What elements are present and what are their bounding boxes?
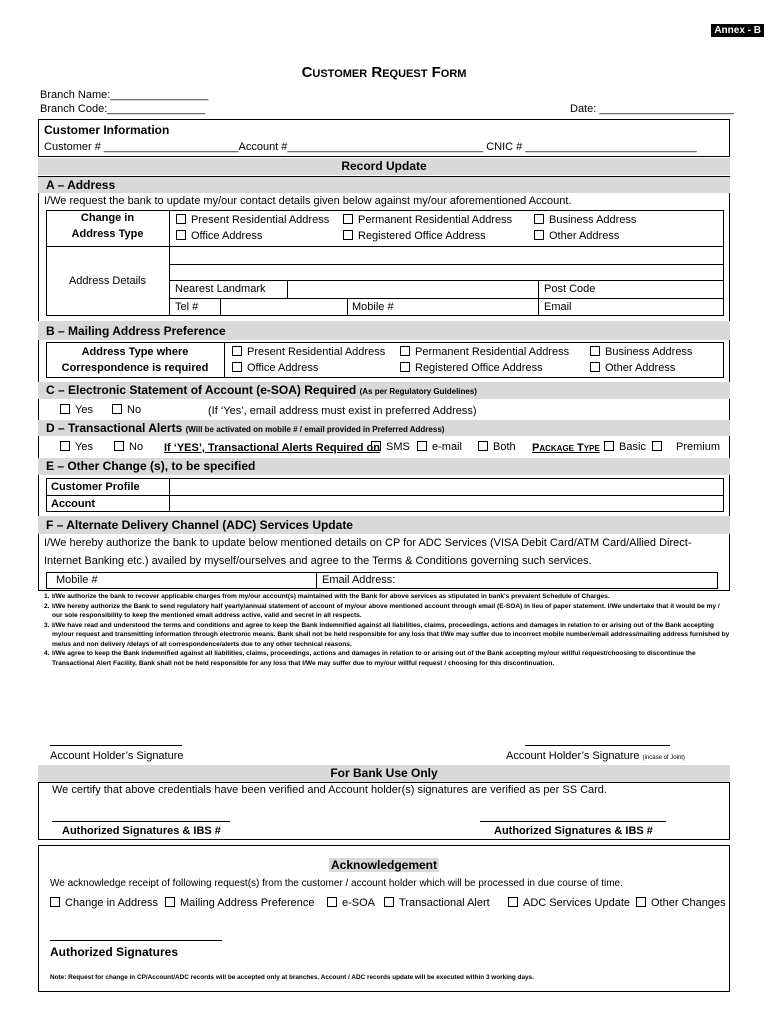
checkbox-icon [534, 214, 544, 224]
alerts-if-yes-label: If ‘YES’, Transactional Alerts Required on [164, 442, 380, 454]
esoa-hint: (If ‘Yes’, email address must exist in preferred Address) [208, 405, 477, 417]
option-label: Permanent Residential Address [415, 346, 570, 358]
term-item: 1. I/We authorize the bank to recover applicable charges from my/our account(s) maintained with the Bank for above services as stipulated in bank's prevalent Schedule of Charges. [44, 593, 610, 600]
ack-transactional-alert[interactable] [384, 897, 490, 909]
joint-note: (incase of Joint) [642, 755, 685, 761]
checkbox-icon [176, 230, 186, 240]
joint-signature-line[interactable] [525, 745, 670, 746]
section-c-heading [46, 383, 477, 397]
option-label: No [129, 441, 144, 453]
acknowledgement-heading [0, 858, 768, 872]
bank-auth-line-1[interactable] [52, 821, 230, 822]
record-update-heading: Record Update [341, 159, 427, 173]
section-a-intro: I/We request the bank to update my/our contact details given below against my/our aforementioned Account. [44, 195, 572, 207]
option-label: Both [493, 441, 516, 453]
checkbox-icon [60, 441, 70, 451]
ack-other-changes[interactable] [636, 897, 726, 909]
tel-rule [169, 298, 724, 299]
option-label: Other Address [605, 362, 676, 374]
section-e-heading: E – Other Change (s), to be specified [46, 459, 256, 473]
term-item: 3. I/We have read and understood the terms and conditions and agree to keep the Bank indemnified against all liabilities, claims, proceedings, actions and damages in relation to or arising out of the Bank accepting my/our request and transmitting information through electronic means. Bank shall not be held responsible for any loss that I/We may suffer due to incorrect mobile number/email address/mailing address furnished by me/us and non delivery /delays of all correspondence/alerts due to any other technical reasons. [44, 621, 730, 648]
acknowledgement-title: Acknowledgement [330, 858, 438, 872]
section-b-heading: B – Mailing Address Preference [46, 324, 226, 338]
checkbox-icon [343, 230, 353, 240]
address-table-divider [169, 210, 170, 316]
option-label: Mailing Address Preference [180, 897, 315, 909]
annex-label: Annex - B [711, 24, 764, 37]
holder-signature-line[interactable] [50, 745, 182, 746]
change-address-label-1: Change in [80, 212, 135, 224]
checkbox-icon [400, 362, 410, 372]
option-label: Present Residential Address [247, 346, 386, 358]
checkbox-icon [343, 214, 353, 224]
section-c-title: C – Electronic Statement of Account (e-SOA) Required [46, 383, 357, 397]
option-label: Yes [75, 441, 93, 453]
package-premium-label[interactable]: Premium [676, 441, 721, 453]
checkbox-icon [327, 897, 337, 907]
holder-signature-label: Account Holder’s Signature [50, 750, 184, 762]
ack-change-address[interactable] [50, 897, 158, 909]
ack-signature-line[interactable] [50, 940, 222, 941]
checkbox-icon [112, 404, 122, 414]
checkbox-office-address[interactable] [176, 230, 262, 242]
email-label: Email [544, 301, 572, 313]
section-f-intro-1: I/We hereby authorize the bank to update below mentioned details on CP for ADC Services (VISA Debit Card/ATM Card/Allied Direct- [44, 537, 692, 549]
option-label: Registered Office Address [415, 362, 543, 374]
branch-code-field[interactable]: Branch Code:________________ [40, 103, 206, 115]
term-item: 4. I/We agree to keep the Bank indemnified against all liabilities, claims, proceedings, actions and damages in relation to or arising out of the Bank accepting my/our willful request/choosing to discontinue the Transactional Alert Facility. Bank shall not be held responsible for any loss that I/We may suffer due to my/our willful request / choosing for this discontinuation. [44, 650, 696, 667]
bank-auth-label-2: Authorized Signatures & IBS # [494, 825, 653, 837]
option-label: e-SOA [342, 897, 376, 909]
checkbox-icon [176, 214, 186, 224]
address-table-rule [46, 246, 724, 247]
esoa-no-checkbox[interactable] [112, 404, 141, 416]
option-label: SMS [386, 441, 410, 453]
checkbox-icon [400, 346, 410, 356]
checkbox-icon [417, 441, 427, 451]
joint-signature-label [506, 750, 685, 762]
checkbox-business-address[interactable] [534, 214, 636, 226]
mailing-other-address[interactable] [590, 362, 675, 374]
checkbox-icon [590, 362, 600, 372]
page-title: Customer Request Form [301, 64, 467, 81]
checkbox-icon [50, 897, 60, 907]
checkbox-icon [534, 230, 544, 240]
mailing-label-1: Address Type where [81, 346, 189, 358]
checkbox-icon [636, 897, 646, 907]
checkbox-icon [165, 897, 175, 907]
bank-auth-line-2[interactable] [480, 821, 666, 822]
checkbox-icon [590, 346, 600, 356]
ack-esoa[interactable] [327, 897, 375, 909]
landmark-divider [287, 280, 288, 298]
option-label: Office Address [247, 362, 319, 374]
checkbox-icon [384, 897, 394, 907]
adc-divider [316, 572, 317, 589]
alerts-no-checkbox[interactable] [114, 441, 143, 453]
section-d-heading [46, 421, 444, 435]
mobile-divider [347, 298, 348, 316]
term-text: I/We authorize the bank to recover applicable charges from my/our account(s) maintained with the Bank for above services as stipulated in bank's prevalent Schedule of Charges. [52, 593, 610, 600]
adc-email-label: Email Address: [322, 574, 396, 586]
customer-info-heading: Customer Information [44, 123, 170, 137]
date-field[interactable]: Date: ______________________ [570, 103, 734, 115]
checkbox-icon [371, 441, 381, 451]
ack-adc-services[interactable] [508, 897, 630, 909]
option-label: Transactional Alert [399, 897, 490, 909]
bank-certify-text: We certify that above credentials have been verified and Account holder(s) signatures are verified as per SS Card. [52, 784, 607, 796]
checkbox-icon [508, 897, 518, 907]
checkbox-icon [604, 441, 614, 451]
term-text: I/We agree to keep the Bank indemnified against all liabilities, claims, proceedings, actions and damages in relation to or arising out of the Bank accepting my/our willful request/choosing to discontinue the Transactional Alert Facility. Bank shall not be held responsible for any loss that I/We may suffer due to my/our willful request / choosing for this discontinuation. [52, 650, 696, 667]
term-text: I/We hereby authorize the Bank to send regulatory half yearly/annual statement of account of my/our above mentioned account through email (E-SOA) in lieu of paper statement. I/We undertake that it would be my / our sole responsibility to keep the mentioned email address active, valid and secret in all respects. [52, 602, 720, 619]
section-d-note: (Will be activated on mobile # / email provided in Preferred Address) [185, 425, 445, 434]
bank-auth-label-1: Authorized Signatures & IBS # [62, 825, 221, 837]
address-details-label: Address Details [68, 275, 147, 287]
ack-mailing-pref[interactable] [165, 897, 315, 909]
checkbox-icon [652, 441, 662, 451]
section-d-title: D – Transactional Alerts [46, 421, 183, 435]
option-label: Office Address [191, 230, 263, 242]
checkbox-other-address[interactable] [534, 230, 619, 242]
mailing-office-address[interactable] [232, 362, 318, 374]
customer-profile-label: Customer Profile [51, 481, 140, 493]
option-label: ADC Services Update [523, 897, 630, 909]
mailing-registered-office[interactable] [400, 362, 543, 374]
term-text: I/We have read and understood the terms and conditions and agree to keep the Bank indemnified against all liabilities, claims, proceedings, actions and damages in relation to or arising out of the Bank accepting my/our request and transmitting information through electronic means. Bank shall not be held responsible for any loss that I/We may suffer due to incorrect mobile number/email address/mailing address furnished by me/us and non delivery /delays of all correspondence/alerts due to any other technical reasons. [52, 621, 730, 648]
ack-note: Note: Request for change in CP/Account/ADC records will be accepted only at branches. Account / ADC records update will be executed within 3 working days. [50, 974, 534, 981]
post-code-label: Post Code [544, 283, 596, 295]
alerts-email-checkbox[interactable] [417, 441, 462, 453]
nearest-landmark-label: Nearest Landmark [175, 283, 266, 295]
option-label: No [127, 404, 142, 416]
option-label: Business Address [549, 214, 637, 226]
option-label: Present Residential Address [191, 214, 330, 226]
account-label: Account [51, 498, 95, 510]
mailing-pref-divider [224, 342, 225, 378]
mailing-permanent-residential[interactable] [400, 346, 569, 358]
joint-signature-text: Account Holder’s Signature [506, 750, 640, 762]
option-label: Other Address [549, 230, 620, 242]
section-a-heading: A – Address [46, 178, 116, 192]
mailing-business-address[interactable] [590, 346, 692, 358]
option-label: Basic [619, 441, 646, 453]
checkbox-icon [478, 441, 488, 451]
checkbox-registered-office[interactable] [343, 230, 486, 242]
option-label: Yes [75, 404, 93, 416]
option-label: Business Address [605, 346, 693, 358]
checkbox-icon [232, 346, 242, 356]
option-label: Permanent Residential Address [358, 214, 513, 226]
alerts-sms-checkbox[interactable] [371, 441, 410, 453]
option-label: Other Changes [651, 897, 726, 909]
term-item: 2. I/We hereby authorize the Bank to send regulatory half yearly/annual statement of account of my/our above mentioned account through email (E-SOA) in lieu of paper statement. I/We undertake that it would be my / our sole responsibility to keep the mentioned email address active, valid and secret in all respects. [44, 602, 720, 619]
package-basic-checkbox[interactable] [604, 441, 667, 453]
address-line-rule [169, 264, 724, 265]
section-a-bar [38, 177, 730, 193]
checkbox-icon [60, 404, 70, 414]
mobile-label: Mobile # [352, 301, 394, 313]
checkbox-present-residential[interactable] [176, 214, 329, 226]
bank-use-heading: For Bank Use Only [330, 766, 438, 780]
alerts-yes-checkbox[interactable] [60, 441, 93, 453]
package-type-label: Package Type [532, 442, 600, 454]
checkbox-icon [114, 441, 124, 451]
section-f-intro-2: Internet Banking etc.) availed by myself/ourselves and agree to the Terms & Conditions governing such services. [44, 555, 592, 567]
customer-account-cnic-line[interactable]: Customer # ______________________Account #________________________________ CNIC # ____________________________ [44, 141, 697, 153]
checkbox-icon [232, 362, 242, 372]
ack-authorized-signatures: Authorized Signatures [50, 945, 179, 959]
tel-divider [220, 298, 221, 316]
terms-list [44, 592, 730, 668]
alerts-both-checkbox[interactable] [478, 441, 516, 453]
adc-mobile-label: Mobile # [56, 574, 98, 586]
tel-label: Tel # [175, 301, 199, 313]
option-label: Change in Address [65, 897, 158, 909]
option-label: e-mail [432, 441, 462, 453]
change-address-label-2: Address Type [71, 228, 144, 240]
landmark-rule [169, 280, 724, 281]
mailing-present-residential[interactable] [232, 346, 385, 358]
checkbox-permanent-residential[interactable] [343, 214, 512, 226]
acknowledgement-text: We acknowledge receipt of following request(s) from the customer / account holder which will be processed in due course of time. [50, 878, 623, 889]
section-c-note: (As per Regulatory Guidelines) [359, 387, 477, 396]
option-label: Registered Office Address [358, 230, 486, 242]
other-changes-rule [46, 495, 724, 496]
branch-name-field[interactable]: Branch Name:________________ [40, 89, 209, 101]
esoa-yes-checkbox[interactable] [60, 404, 93, 416]
section-f-heading: F – Alternate Delivery Channel (ADC) Services Update [46, 518, 353, 532]
postcode-divider [538, 280, 539, 316]
mailing-label-2: Correspondence is required [61, 362, 209, 374]
